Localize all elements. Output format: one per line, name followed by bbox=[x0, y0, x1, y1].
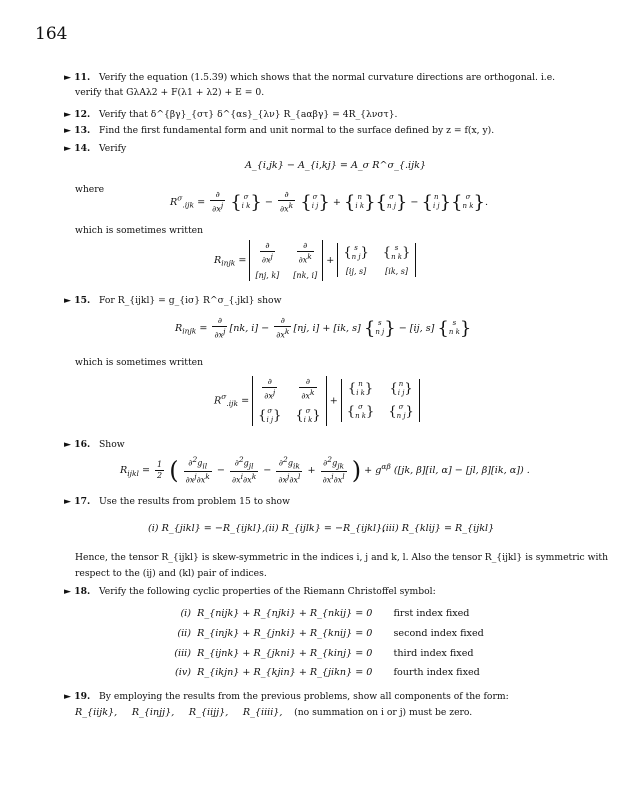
problem-14-number: 14. bbox=[74, 143, 91, 154]
problem-13 bbox=[64, 124, 494, 137]
problem-18-text: Verify the following cyclic properties of the Riemann Christoffel symbol: bbox=[99, 586, 436, 597]
cyclic-row-number: (iv) bbox=[175, 667, 191, 678]
problem-17 bbox=[64, 495, 290, 508]
problem-17-item-2: (ii) R_{ijlk} = −R_{ijkl}, bbox=[265, 523, 386, 534]
cyclic-row-equation: R_{injk} + R_{jnki} + R_{knij} = 0 bbox=[197, 628, 373, 639]
problem-19-text: By employing the results from the previous problems, show all components of the form: bbox=[99, 691, 509, 702]
problem-16 bbox=[64, 438, 125, 451]
arrow-icon: ► bbox=[64, 125, 75, 136]
form-3: R_{iijj}, bbox=[188, 707, 229, 718]
arrow-icon: ► bbox=[64, 496, 75, 507]
form-1: R_{iijk}, bbox=[75, 707, 118, 718]
problem-18 bbox=[64, 585, 436, 598]
problem-17-item-1: (i) R_{jikl} = −R_{ijkl}, bbox=[148, 523, 266, 534]
arrow-icon: ► bbox=[64, 109, 75, 120]
problem-16-number: 16. bbox=[74, 439, 91, 450]
cyclic-row-label: third index fixed bbox=[393, 648, 474, 659]
cyclic-row-number: (iii) bbox=[174, 648, 191, 659]
arrow-icon: ► bbox=[64, 439, 75, 450]
problem-15-sometimes: which is sometimes written bbox=[75, 357, 204, 368]
problem-15-equation: $R_{injk}$ = $\frac{\partial}{\partial x^j}$ [nk, i] − $\frac{\partial}{\partial x^k}$ [nj, i] + [ik, s] { s n j} − [ij, s] { s n k} bbox=[175, 316, 472, 340]
cyclic-row-number: (i) bbox=[180, 608, 191, 619]
problem-16-text: Show bbox=[99, 439, 125, 450]
problem-14 bbox=[64, 142, 126, 155]
problem-16-equation: $R_{ijkl}$ = $\frac{1}{2}$ ( $\frac{\partial^2g_{il}}{\partial x^j\partial x^k}$ − $\frac{\partial^2g_{jl}}{\partial x^i\partial x^k}$ − $\frac{\partial^2g_{ik}}{\partial x^j\partial x^l}$ + $\frac{\partial^2g_{jk}}{\partial x^i\partial x^l}$ ) + $g^{\alpha\beta}$ ([jk, β][il, α] − [jl, β][ik, α]) . bbox=[120, 455, 530, 485]
problem-14-text: Verify bbox=[99, 143, 127, 154]
cyclic-row-number: (ii) bbox=[177, 628, 191, 639]
problem-17-text: Use the results from problem 15 to show bbox=[99, 496, 290, 507]
problem-15-text: For R_{ijkl} = g_{iσ} R^σ_{.jkl} show bbox=[99, 295, 282, 306]
cyclic-row-label: second index fixed bbox=[393, 628, 484, 639]
problem-19-number: 19. bbox=[74, 691, 91, 702]
riemann-determinant-1: $R_{injk}$ = $\frac{\partial}{\partial x^j}$ $\frac{\partial}{\partial x^k}$ [nj, k] [nk, i] + { s n j} { s n k} [ij, s] [ik, s] bbox=[214, 240, 416, 281]
problem-17-number: 17. bbox=[74, 496, 91, 507]
arrow-icon: ► bbox=[64, 295, 75, 306]
problem-12-text: Verify that δ^{βγ}_{στ} δ^{αs}_{λν} R_{aαβγ} = 4R_{λνστ}. bbox=[99, 109, 398, 120]
problem-19-forms bbox=[75, 706, 472, 719]
problem-11 bbox=[64, 71, 555, 84]
problem-17-conclusion-1: Hence, the tensor R_{ijkl} is skew-symmetric in the indices i, j and k, l. Also the tensor R_{ijkl} is symmetric with bbox=[75, 552, 609, 563]
problem-12-number: 12. bbox=[74, 109, 91, 120]
arrow-icon: ► bbox=[64, 586, 75, 597]
cyclic-row-2 bbox=[165, 628, 484, 639]
cyclic-row-label: fourth index fixed bbox=[393, 667, 480, 678]
arrow-icon: ► bbox=[64, 143, 75, 154]
problem-13-number: 13. bbox=[74, 125, 91, 136]
cyclic-row-3 bbox=[165, 648, 474, 659]
arrow-icon: ► bbox=[64, 691, 75, 702]
problem-14-equation: A_{i,jk} − A_{i,kj} = A_σ R^σ_{.ijk} bbox=[245, 160, 426, 171]
problem-13-text: Find the first fundamental form and unit normal to the surface defined by z = f(x, y). bbox=[99, 125, 495, 136]
riemann-definition: $R^\sigma_{.ijk}$ = $\frac{\partial}{\partial x^j}$ { σ i k} − $\frac{\partial}{\partial x^k}$ {σ i j} + { n i k}{ σ n j} − {n i j}{ σ n k}. bbox=[170, 190, 488, 214]
problem-19 bbox=[64, 690, 509, 703]
problem-11-line2: verify that GλAλ2 + F(λ1 + λ2) + E = 0. bbox=[75, 87, 265, 98]
cyclic-row-label: first index fixed bbox=[393, 608, 470, 619]
cyclic-row-1 bbox=[165, 608, 469, 619]
problem-18-number: 18. bbox=[74, 586, 91, 597]
cyclic-row-equation: R_{ijnk} + R_{jkni} + R_{kinj} = 0 bbox=[197, 648, 373, 659]
cyclic-row-4 bbox=[165, 667, 480, 678]
problem-19-note: (no summation on i or j) must be zero. bbox=[294, 707, 473, 718]
problem-14-where: where bbox=[75, 184, 105, 195]
cyclic-row-equation: R_{ikjn} + R_{kjin} + R_{jikn} = 0 bbox=[197, 667, 373, 678]
problem-14-sometimes: which is sometimes written bbox=[75, 225, 204, 236]
problem-11-text: Verify the equation (1.5.39) which shows that the normal curvature directions are orthogonal. i.e. bbox=[99, 72, 556, 83]
problem-15 bbox=[64, 294, 281, 307]
problem-17-item-3: (iii) R_{klij} = R_{ijkl} bbox=[382, 523, 495, 534]
problem-12 bbox=[64, 108, 397, 121]
arrow-icon: ► bbox=[64, 72, 75, 83]
problem-17-conclusion-2: respect to the (ij) and (kl) pair of indices. bbox=[75, 568, 267, 579]
form-4: R_{iiii}, bbox=[242, 707, 283, 718]
cyclic-row-equation: R_{nijk} + R_{njki} + R_{nkij} = 0 bbox=[197, 608, 373, 619]
riemann-determinant-2: $R^\sigma_{.ijk}$ = $\frac{\partial}{\partial x^j}$ $\frac{\partial}{\partial x^k}$ {σ i j} { σ i k} + { n i k} {n i j} { σ n k} { σ n j} bbox=[214, 376, 420, 426]
page-number: 164 bbox=[35, 24, 68, 44]
problem-11-number: 11. bbox=[74, 72, 91, 83]
form-2: R_{injj}, bbox=[131, 707, 175, 718]
problem-15-number: 15. bbox=[74, 295, 91, 306]
